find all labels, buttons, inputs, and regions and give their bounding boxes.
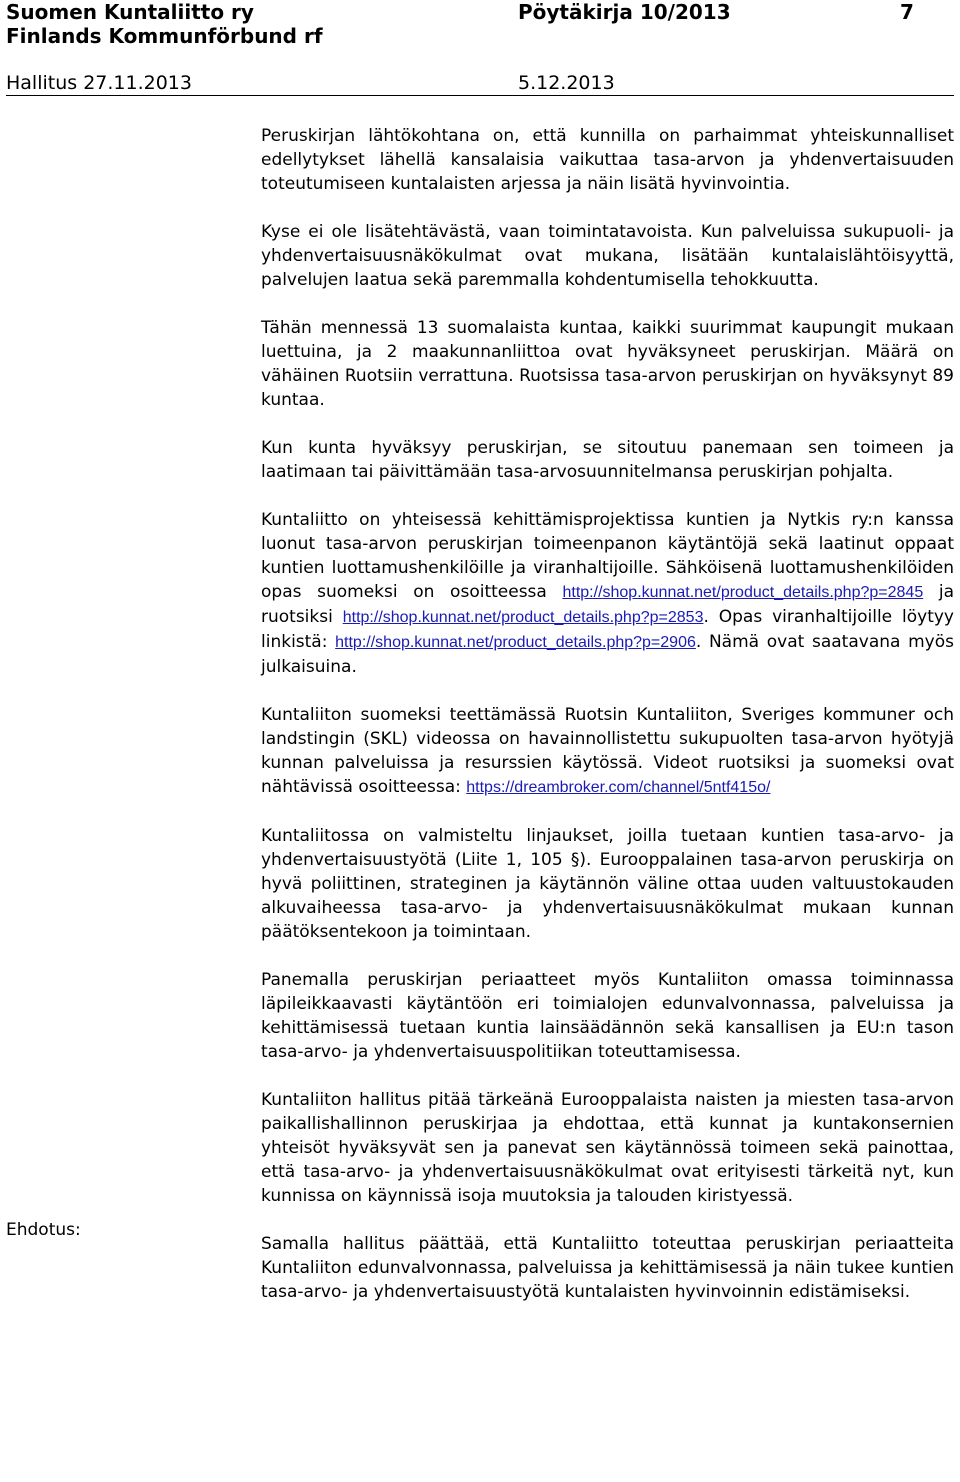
paragraph: Panemalla peruskirjan periaatteet myös Kuntaliiton omassa toiminnassa läpileikkaavasti käytäntöön eri toimialojen edunvalvonnassa, palveluissa ja kehittämisessä tuetaan kuntia lainsäädännön sekä kansallisen ja EU:n tason tasa-arvo- ja yhdenvertaisuuspolitiikan toteuttamisessa. (261, 970, 954, 1062)
proposal-paragraph: Kuntaliiton hallitus pitää tärkeänä Eurooppalaista naisten ja miesten tasa-arvon paikallishallinnon peruskirjaa ja ehdottaa, että kunnat ja kuntakonsernien yhteisöt hyväksyvät sen ja panevat sen käytännössä toimeen sekä painottaa, että tasa-arvo- ja yhdenvertaisuusnäkökulmat ovat erityisesti tärkeitä nyt, kun kunnissa on käynnissä isoja muutoksia ja talouden kiristyessä. (261, 1090, 954, 1206)
paragraph-text: . Nämä ovat saatavana myös julkaisuina. (261, 632, 954, 677)
proposal-label: Ehdotus: (6, 1220, 81, 1240)
paragraph: Peruskirjan lähtökohtana on, että kunnilla on parhaimmat yhteiskunnalliset edellytykset lähellä kansalaisia vaikuttaa tasa-arvon ja yhdenvertaisuuden toteutumiseen kuntalaisten arjessa ja näin lisätä hyvinvointia. (261, 126, 954, 194)
paragraph-text: Kuntaliiton suomeksi teettämässä Ruotsin Kuntaliiton, Sveriges kommuner och landstingin (SKL) videossa on havainnollistettu sukupuolten tasa-arvon hyötyjä kunnan palveluissa ja resurssien käytössä. Videot ruotsiksi ja suomeksi ovat nähtävissä osoitteessa: (261, 705, 954, 797)
paragraph: Tähän mennessä 13 suomalaista kuntaa, kaikki suurimmat kaupungit mukaan luettuina, ja 2 maakunnanliittoa ovat hyväksyneet peruskirjan. Määrä on vähäinen Ruotsiin verrattuna. Ruotsissa tasa-arvon peruskirjan on hyväksynyt 89 kuntaa. (261, 318, 954, 410)
paragraph: Kyse ei ole lisätehtävästä, vaan toimintatavoista. Kun palveluissa sukupuoli- ja yhdenvertaisuusnäkökulmat ovat mukana, lisätään kuntalaislähtöisyyttä, palvelujen laatua sekä paremmalla kohdentumisella tehokkuutta. (261, 222, 954, 290)
shop-link-sv[interactable]: http://shop.kunnat.net/product_details.php?p=2853 (342, 609, 704, 626)
page-number: 7 (900, 0, 914, 24)
paragraph-text: ja ruotsiksi (261, 582, 955, 627)
video-channel-link[interactable]: https://dreambroker.com/channel/5ntf415o/ (466, 779, 771, 796)
paragraph (261, 508, 954, 679)
shop-link-officials[interactable]: http://shop.kunnat.net/product_details.php?p=2906 (335, 634, 696, 651)
document-title: Pöytäkirja 10/2013 (518, 0, 731, 24)
paragraph (261, 703, 954, 800)
document-date: 5.12.2013 (518, 72, 615, 94)
paragraph: Kuntaliitossa on valmisteltu linjaukset, joilla tuetaan kuntien tasa-arvo- ja yhdenvertaisuustyötä (Liite 1, 105 §). Eurooppalainen tasa-arvon peruskirja on hyvä poliittinen, strateginen ja käytännön väline ottaa uuden valtuustokauden alkuvaiheessa tasa-arvo- ja yhdenvertaisuusnäkökulmat mukaan kunnan päätöksentekoon ja toimintaan. (261, 826, 954, 942)
org-name-sv: Finlands Kommunförbund rf (6, 24, 323, 48)
paragraph-text: . Opas viranhaltijoille löytyy linkistä: (261, 607, 954, 652)
paragraph: Kun kunta hyväksyy peruskirjan, se sitoutuu panemaan sen toimeen ja laatimaan tai päivittämään tasa-arvosuunnitelmansa peruskirjan pohjalta. (261, 438, 954, 482)
header-divider (6, 95, 954, 96)
document-body (261, 124, 954, 1328)
shop-link-fi[interactable]: http://shop.kunnat.net/product_details.php?p=2845 (562, 584, 924, 601)
paragraph-text: Kuntaliitto on yhteisessä kehittämisprojektissa kuntien ja Nytkis ry:n kanssa luonut tasa-arvon peruskirjan toimeenpanon käytäntöjä sekä laatinut oppaat kuntien luottamushenkilöille ja viranhaltijoille. Sähköisenä luottamushenkilöiden opas suomeksi on osoitteessa (261, 510, 954, 602)
meeting-label: Hallitus 27.11.2013 (6, 72, 192, 94)
org-name-fi: Suomen Kuntaliitto ry (6, 0, 254, 24)
decision-paragraph: Samalla hallitus päättää, että Kuntaliitto toteuttaa peruskirjan periaatteita Kuntaliiton edunvalvonnassa, palveluissa ja kehittämisessä ja näin tukee kuntien tasa-arvo- ja yhdenvertaisuustyötä kuntalaisten hyvinvoinnin edistämiseksi. (261, 1234, 954, 1302)
